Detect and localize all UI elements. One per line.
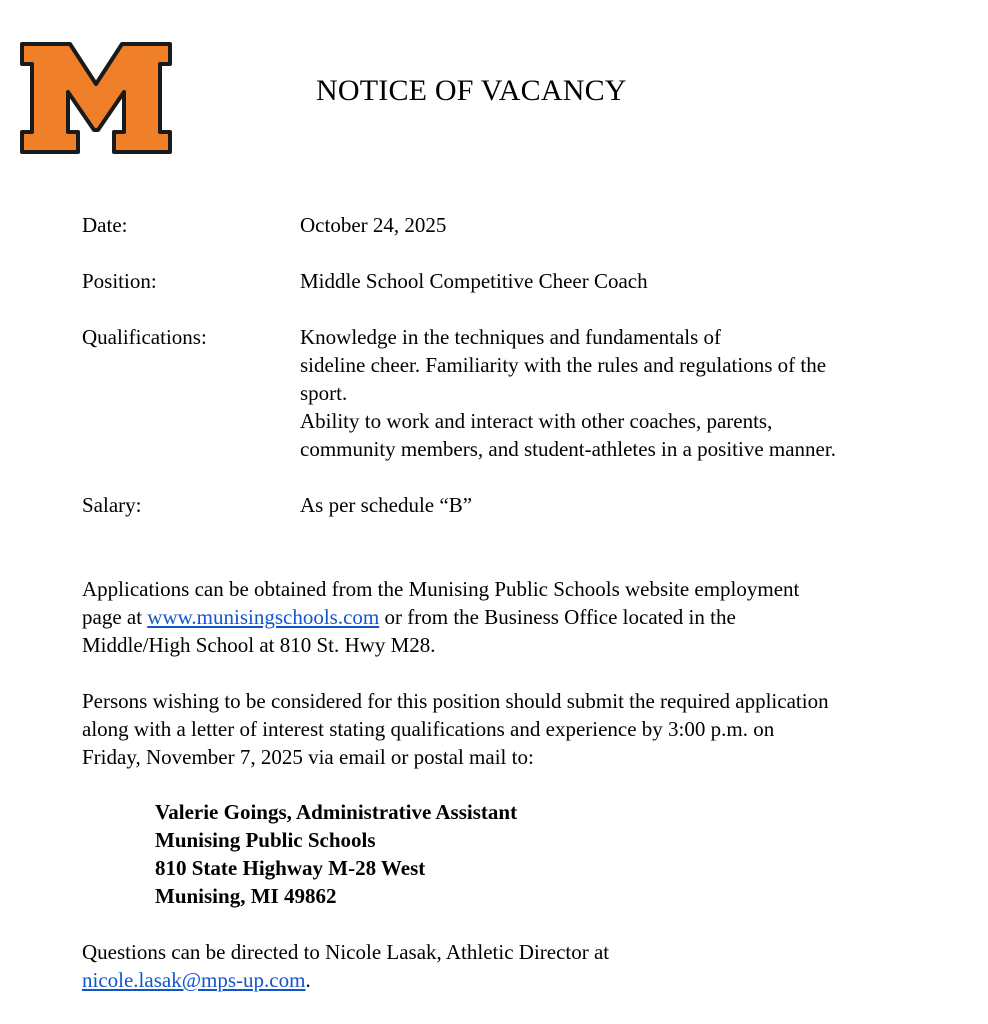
submission-line: Persons wishing to be considered for this position should submit the required application xyxy=(82,689,829,713)
applications-line xyxy=(82,603,962,631)
applications-paragraph xyxy=(82,575,962,659)
applications-line: Middle/High School at 810 St. Hwy M28. xyxy=(82,633,436,657)
mailing-address xyxy=(155,798,517,910)
page-title: NOTICE OF VACANCY xyxy=(316,74,627,107)
applications-text: page at xyxy=(82,605,148,629)
address-line: Valerie Goings, Administrative Assistant xyxy=(155,800,518,824)
position-value: Middle School Competitive Cheer Coach xyxy=(300,269,648,293)
qualifications-label: Qualifications: xyxy=(82,325,207,349)
submission-line: along with a letter of interest stating qualifications and experience by 3:00 p.m. on xyxy=(82,717,775,741)
school-m-logo-icon xyxy=(18,40,174,156)
questions-line xyxy=(82,966,962,994)
questions-text: . xyxy=(305,968,311,992)
address-line: Munising, MI 49862 xyxy=(155,884,337,908)
qualifications-line: community members, and student-athletes in a positive manner. xyxy=(300,437,836,461)
questions-paragraph xyxy=(82,938,962,994)
website-link[interactable]: www.munisingschools.com xyxy=(147,605,380,629)
submission-paragraph xyxy=(82,687,962,771)
salary-label: Salary: xyxy=(82,493,142,517)
qualifications-line: Knowledge in the techniques and fundamentals of xyxy=(300,325,722,349)
submission-line: Friday, November 7, 2025 via email or postal mail to: xyxy=(82,745,534,769)
date-label: Date: xyxy=(82,213,128,237)
date-value: October 24, 2025 xyxy=(300,213,447,237)
address-line: Munising Public Schools xyxy=(155,828,376,852)
address-line: 810 State Highway M-28 West xyxy=(155,856,426,880)
email-link[interactable]: nicole.lasak@mps-up.com xyxy=(82,968,306,992)
qualifications-value xyxy=(300,323,940,463)
qualifications-line: Ability to work and interact with other coaches, parents, xyxy=(300,409,773,433)
applications-text: or from the Business Office located in the xyxy=(379,605,736,629)
qualifications-line: sport. xyxy=(300,381,348,405)
questions-line: Questions can be directed to Nicole Lasak, Athletic Director at xyxy=(82,940,610,964)
logo-letter-m xyxy=(22,44,170,152)
applications-line: Applications can be obtained from the Munising Public Schools website employment xyxy=(82,577,800,601)
qualifications-line: sideline cheer. Familiarity with the rules and regulations of the xyxy=(300,353,827,377)
salary-value: As per schedule “B” xyxy=(300,493,473,517)
position-label: Position: xyxy=(82,269,157,293)
